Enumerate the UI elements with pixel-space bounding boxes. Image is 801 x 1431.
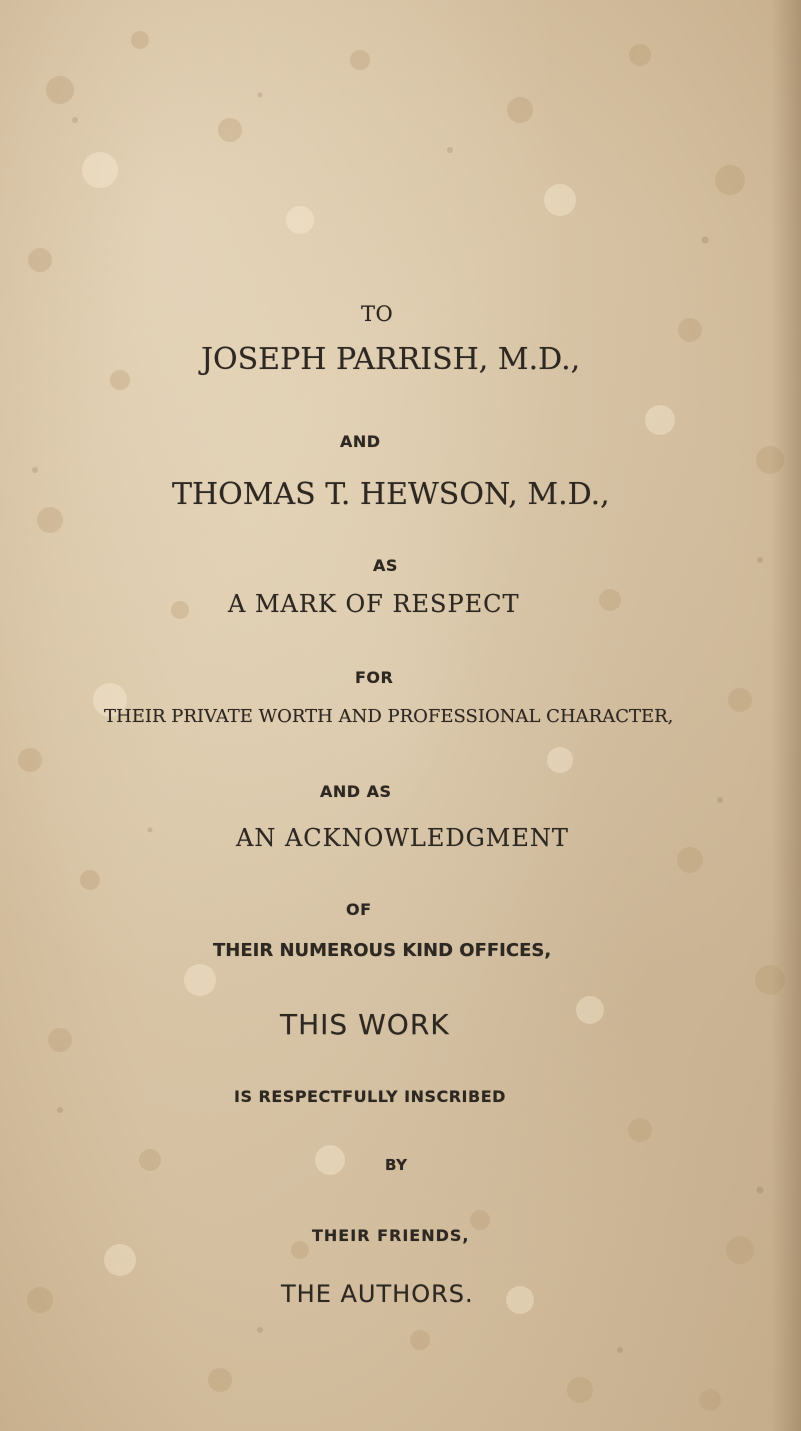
line-for: FOR [355,668,394,687]
line-kind-offices: THEIR NUMEROUS KIND OFFICES, [213,940,552,961]
line-mark-of-respect: A MARK OF RESPECT [228,590,520,618]
line-the-authors: THE AUTHORS. [281,1280,474,1308]
line-by: BY [385,1156,408,1174]
line-and-as: AND AS [320,782,392,801]
line-name-parrish: JOSEPH PARRISH, M.D., [201,342,581,377]
line-inscribed: IS RESPECTFULLY INSCRIBED [234,1087,506,1106]
line-as: AS [373,556,398,575]
line-character: THEIR PRIVATE WORTH AND PROFESSIONAL CHARACTER, [104,706,674,727]
line-this-work: THIS WORK [280,1008,450,1041]
line-acknowledgment: AN ACKNOWLEDGMENT [236,824,569,852]
page-edge-shadow [771,0,801,1431]
line-to: TO [361,302,394,326]
line-and: AND [340,432,381,451]
line-their-friends: THEIR FRIENDS, [312,1226,470,1245]
line-of: OF [346,900,372,919]
line-name-hewson: THOMAS T. HEWSON, M.D., [172,477,610,512]
